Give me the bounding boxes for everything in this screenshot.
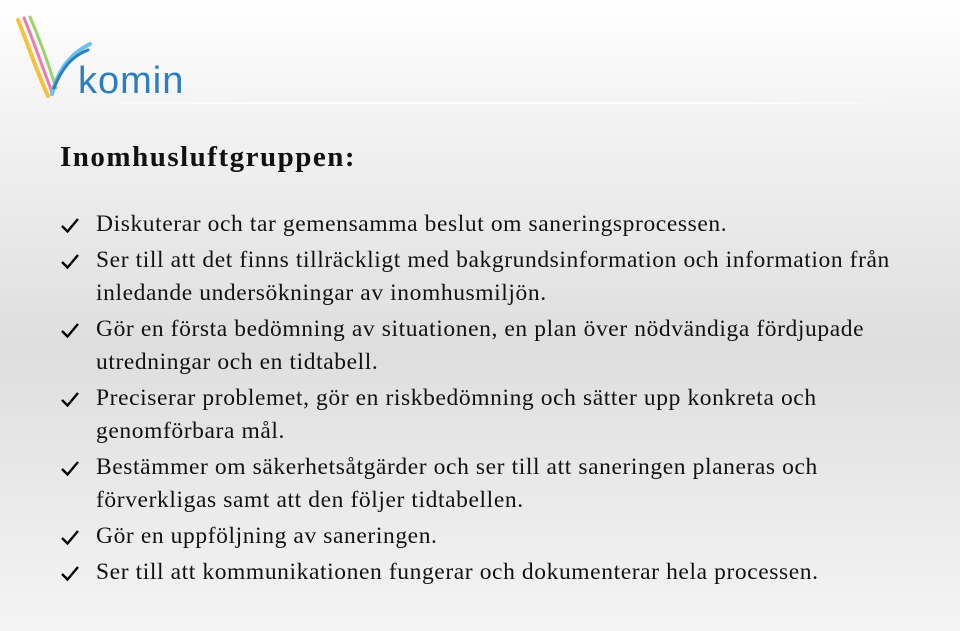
check-mark-icon bbox=[60, 322, 80, 339]
bullet-item bbox=[60, 208, 920, 241]
bullet-text: Bestämmer om säkerhetsåtgärder och ser till att saneringen planeras och förverkligas samt att den följer tidtabellen. bbox=[96, 454, 818, 513]
bullet-text: Diskuterar och tar gemensamma beslut om saneringsprocessen. bbox=[96, 211, 728, 237]
bullet-item bbox=[60, 451, 920, 517]
check-mark-icon bbox=[60, 391, 80, 408]
bullet-text: Gör en första bedömning av situationen, en plan över nödvändiga fördjupade utredningar och en tidtabell. bbox=[96, 316, 865, 375]
bullet-item bbox=[60, 520, 920, 553]
bullet-item bbox=[60, 244, 920, 310]
check-mark-icon bbox=[60, 253, 80, 270]
check-mark-icon bbox=[60, 217, 80, 234]
bullet-list bbox=[60, 208, 920, 592]
bullet-item bbox=[60, 382, 920, 448]
bullet-item bbox=[60, 556, 920, 589]
check-mark-icon bbox=[60, 460, 80, 477]
check-mark-icon bbox=[60, 565, 80, 582]
bullet-text: Preciserar problemet, gör en riskbedömning och sätter upp konkreta och genomförbara mål. bbox=[96, 385, 817, 444]
bullet-text: Ser till att det finns tillräckligt med bakgrundsinformation och information från inledande undersökningar av inomhusmiljön. bbox=[96, 247, 890, 306]
bullet-item bbox=[60, 313, 920, 379]
check-mark-icon bbox=[60, 529, 80, 546]
komin-logo bbox=[14, 14, 214, 106]
logo-wordmark: komin bbox=[78, 60, 185, 102]
bullet-text: Gör en uppföljning av saneringen. bbox=[96, 523, 438, 549]
bullet-text: Ser till att kommunikationen fungerar och dokumenterar hela processen. bbox=[96, 559, 819, 585]
header-divider bbox=[70, 102, 900, 104]
slide-title: Inomhusluftgruppen: bbox=[60, 141, 357, 173]
